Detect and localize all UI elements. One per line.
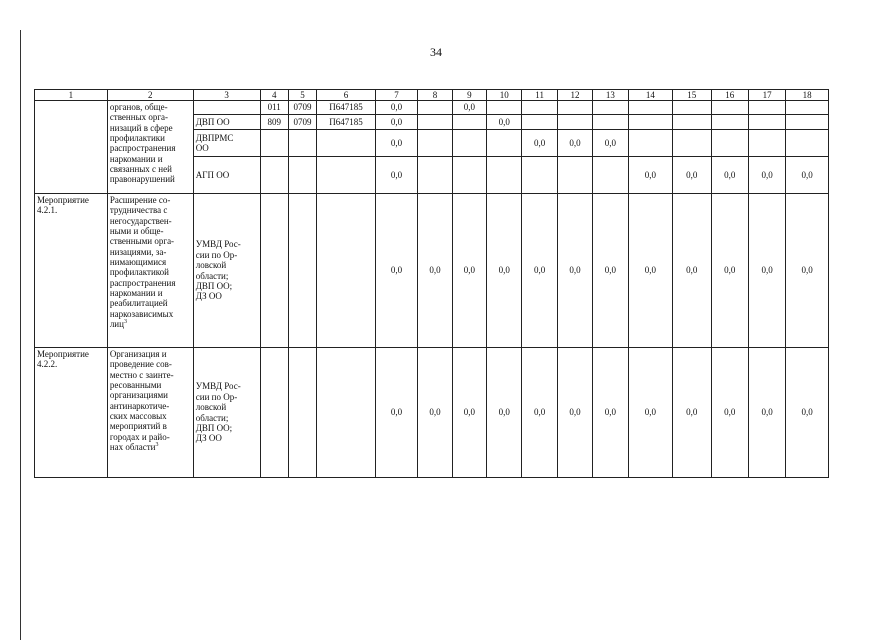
cell-value-col15-text: 0,0 bbox=[686, 407, 698, 418]
header-cell-18-text: 18 bbox=[802, 90, 812, 100]
cell-measure-number bbox=[35, 348, 108, 478]
cell-code-grbs bbox=[260, 101, 288, 115]
cell-code-grbs bbox=[260, 130, 288, 157]
cell-value-col18-text: 0,0 bbox=[801, 169, 813, 180]
cell-executor-text: ДВПРМС ОО bbox=[195, 132, 234, 153]
cell-measure-executor-text: УМВД Рос- сии по Ор- ловской области; ДВП ОО; ДЗ ОО bbox=[195, 239, 241, 302]
cell-value-col12 bbox=[557, 348, 592, 478]
cell-value-col13-text: 0,0 bbox=[604, 265, 617, 276]
cell-code-grbs-text: 809 bbox=[267, 116, 281, 127]
cell-code-csr bbox=[317, 157, 376, 194]
footnote-mark: 3 bbox=[123, 319, 127, 326]
header-cell-14 bbox=[628, 90, 673, 101]
cell-value-col7-text: 0,0 bbox=[390, 116, 403, 127]
cell-executor-text: ДВП ОО bbox=[195, 116, 230, 127]
header-cell-1-text: 1 bbox=[68, 90, 74, 100]
cell-measure-executor bbox=[193, 348, 260, 478]
cell-executor bbox=[193, 115, 260, 130]
cell-value-col16-text: 0,0 bbox=[724, 265, 736, 276]
header-cell-13-text: 13 bbox=[605, 90, 615, 100]
header-cell-8 bbox=[418, 90, 452, 101]
cell-measure-description-text: Расширение со- трудничества с негосударствен- ными и обще- ственными орга- низациями, за- нимающимися профилактикой распространения наркомании и реабилитацией наркозависимых лиц$^3$ bbox=[109, 195, 176, 330]
cell-value-col9-text: 0,0 bbox=[463, 102, 475, 113]
cell-code-rzpr bbox=[288, 194, 316, 348]
cell-value-col18 bbox=[786, 157, 829, 194]
cell-value-col18-text: 0,0 bbox=[801, 407, 813, 418]
cell-value-col16 bbox=[711, 130, 748, 157]
cell-value-col15 bbox=[673, 101, 711, 115]
cell-value-col15 bbox=[673, 157, 711, 194]
cell-value-col9-text: 0,0 bbox=[463, 407, 475, 418]
cell-value-col18 bbox=[786, 101, 829, 115]
cell-value-col17 bbox=[748, 194, 785, 348]
cell-value-col12 bbox=[557, 194, 592, 348]
cell-value-col17 bbox=[748, 157, 785, 194]
cell-value-col10 bbox=[487, 101, 522, 115]
cell-value-col17-text: 0,0 bbox=[761, 169, 773, 180]
cell-value-col16 bbox=[711, 157, 748, 194]
header-cell-3-text: 3 bbox=[224, 90, 229, 100]
cell-executor-text: АГП ОО bbox=[195, 169, 230, 180]
cell-value-col11-text: 0,0 bbox=[533, 137, 546, 148]
header-cell-15-text: 15 bbox=[687, 90, 697, 100]
binding-margin-line bbox=[20, 30, 21, 640]
cell-code-csr-text: П647185 bbox=[329, 102, 363, 113]
cell-value-col17-text: 0,0 bbox=[761, 407, 773, 418]
cell-value-col8 bbox=[418, 101, 452, 115]
cell-value-col13 bbox=[593, 101, 628, 115]
cell-code-csr bbox=[317, 130, 376, 157]
cell-value-col15 bbox=[673, 115, 711, 130]
cell-value-col18 bbox=[786, 130, 829, 157]
header-cell-11 bbox=[522, 90, 557, 101]
cell-value-col7-text: 0,0 bbox=[390, 407, 403, 418]
cell-code-csr-text: П647185 bbox=[329, 116, 363, 127]
cell-value-col9 bbox=[452, 348, 486, 478]
cell-value-col14 bbox=[628, 101, 673, 115]
cell-value-col14 bbox=[628, 115, 673, 130]
cell-value-col15 bbox=[673, 130, 711, 157]
cell-value-col14 bbox=[628, 348, 673, 478]
cell-value-col9 bbox=[452, 130, 486, 157]
header-cell-9-text: 9 bbox=[467, 90, 472, 100]
cell-code-csr bbox=[317, 115, 376, 130]
header-cell-2 bbox=[107, 90, 193, 101]
header-cell-13 bbox=[593, 90, 628, 101]
header-cell-3 bbox=[193, 90, 260, 101]
header-cell-2-text: 2 bbox=[148, 90, 153, 100]
cell-value-col16 bbox=[711, 348, 748, 478]
cell-value-col9 bbox=[452, 194, 486, 348]
cell-value-col12 bbox=[557, 157, 592, 194]
cell-code-csr bbox=[317, 101, 376, 115]
cell-code-grbs bbox=[260, 157, 288, 194]
cell-value-col18 bbox=[786, 194, 829, 348]
cell-value-col15 bbox=[673, 194, 711, 348]
table-body bbox=[35, 90, 829, 478]
cell-value-col10-text: 0,0 bbox=[498, 265, 510, 276]
header-cell-4 bbox=[260, 90, 288, 101]
cell-value-col7-text: 0,0 bbox=[390, 169, 403, 180]
budget-table bbox=[34, 89, 829, 478]
cell-activity-description-text: органов, обще- ственных орга- низаций в сфере профилактики распространения наркомании и связанных с ней правонарушений bbox=[109, 102, 176, 185]
cell-measure-description bbox=[107, 348, 193, 478]
cell-value-col12 bbox=[557, 115, 592, 130]
cell-value-col17 bbox=[748, 101, 785, 115]
header-cell-17-text: 17 bbox=[762, 90, 772, 100]
page-number: 34 bbox=[430, 45, 442, 59]
cell-value-col7 bbox=[375, 194, 417, 348]
cell-value-col14-text: 0,0 bbox=[644, 265, 656, 276]
cell-value-col16 bbox=[711, 194, 748, 348]
cell-value-col9 bbox=[452, 115, 486, 130]
cell-value-col8 bbox=[418, 130, 452, 157]
cell-measure-number-text: Мероприятие 4.2.1. bbox=[37, 195, 89, 216]
cell-value-col7 bbox=[375, 157, 417, 194]
cell-value-col7-text: 0,0 bbox=[390, 265, 403, 276]
cell-value-col10 bbox=[487, 348, 522, 478]
cell-value-col11 bbox=[522, 130, 557, 157]
cell-measure-number bbox=[35, 194, 108, 348]
cell-value-col15 bbox=[673, 348, 711, 478]
cell-value-col17 bbox=[748, 130, 785, 157]
cell-value-col11 bbox=[522, 101, 557, 115]
cell-value-col16 bbox=[711, 101, 748, 115]
cell-value-col12-text: 0,0 bbox=[569, 137, 581, 148]
cell-measure-executor bbox=[193, 194, 260, 348]
cell-value-col12 bbox=[557, 101, 592, 115]
cell-value-col17-text: 0,0 bbox=[761, 265, 773, 276]
cell-value-col9-text: 0,0 bbox=[463, 265, 475, 276]
cell-value-col10 bbox=[487, 194, 522, 348]
cell-value-col16 bbox=[711, 115, 748, 130]
header-cell-16 bbox=[711, 90, 748, 101]
cell-value-col15-text: 0,0 bbox=[686, 169, 698, 180]
cell-value-col13-text: 0,0 bbox=[604, 407, 617, 418]
cell-code-grbs bbox=[260, 194, 288, 348]
cell-value-col10-text: 0,0 bbox=[498, 116, 510, 127]
cell-value-col14 bbox=[628, 157, 673, 194]
cell-value-col8-text: 0,0 bbox=[429, 265, 441, 276]
cell-value-col9 bbox=[452, 157, 486, 194]
header-cell-11-text: 11 bbox=[535, 90, 544, 100]
cell-code-grbs-text: 011 bbox=[267, 102, 281, 113]
cell-value-col13 bbox=[593, 115, 628, 130]
cell-activity-description bbox=[107, 101, 193, 194]
cell-value-col8 bbox=[418, 194, 452, 348]
cell-code-rzpr bbox=[288, 115, 316, 130]
header-cell-4-text: 4 bbox=[271, 90, 277, 100]
cell-value-col16-text: 0,0 bbox=[724, 169, 736, 180]
cell-value-col15-text: 0,0 bbox=[686, 265, 698, 276]
cell-code-rzpr-text: 0709 bbox=[293, 102, 312, 113]
cell-measure-number-text: Мероприятие 4.2.2. bbox=[37, 349, 89, 370]
header-cell-16-text: 16 bbox=[725, 90, 735, 100]
cell-value-col14 bbox=[628, 194, 673, 348]
table-row bbox=[35, 101, 829, 115]
cell-value-col14-text: 0,0 bbox=[644, 169, 656, 180]
cell-value-col7 bbox=[375, 348, 417, 478]
header-row bbox=[35, 90, 829, 101]
cell-value-col12 bbox=[557, 130, 592, 157]
cell-value-col8-text: 0,0 bbox=[429, 407, 441, 418]
cell-measure-description-text: Организация и проведение сов- местно с заинте- ресованными организациями антинаркотиче- ских массовых мероприятий в городах и райо- нах области$^3$ bbox=[109, 349, 174, 453]
header-cell-5-text: 5 bbox=[300, 90, 305, 100]
cell-value-col7 bbox=[375, 130, 417, 157]
cell-code-rzpr-text: 0709 bbox=[293, 116, 312, 127]
cell-code-csr bbox=[317, 348, 376, 478]
cell-code-csr bbox=[317, 194, 376, 348]
cell-value-col11 bbox=[522, 348, 557, 478]
cell-code-rzpr bbox=[288, 130, 316, 157]
cell-value-col10-text: 0,0 bbox=[498, 407, 510, 418]
cell-value-col7 bbox=[375, 115, 417, 130]
cell-value-col13 bbox=[593, 348, 628, 478]
cell-value-col11 bbox=[522, 157, 557, 194]
cell-value-col12-text: 0,0 bbox=[569, 265, 581, 276]
cell-value-col18-text: 0,0 bbox=[801, 265, 813, 276]
cell-value-col18 bbox=[786, 115, 829, 130]
header-cell-1 bbox=[35, 90, 108, 101]
header-cell-18 bbox=[786, 90, 829, 101]
cell-value-col8 bbox=[418, 115, 452, 130]
cell-value-col10 bbox=[487, 130, 522, 157]
header-cell-15 bbox=[673, 90, 711, 101]
cell-value-col14 bbox=[628, 130, 673, 157]
cell-code-rzpr bbox=[288, 101, 316, 115]
cell-value-col17 bbox=[748, 348, 785, 478]
cell-value-col7-text: 0,0 bbox=[390, 137, 403, 148]
cell-value-col9 bbox=[452, 101, 486, 115]
cell-value-col11 bbox=[522, 194, 557, 348]
cell-value-col13 bbox=[593, 130, 628, 157]
cell-value-col11-text: 0,0 bbox=[533, 265, 546, 276]
header-cell-7 bbox=[375, 90, 417, 101]
header-cell-12 bbox=[557, 90, 592, 101]
cell-value-col7 bbox=[375, 101, 417, 115]
header-cell-5 bbox=[288, 90, 316, 101]
cell-executor bbox=[193, 157, 260, 194]
cell-value-col7-text: 0,0 bbox=[390, 102, 403, 113]
cell-code-grbs bbox=[260, 348, 288, 478]
cell-value-col13 bbox=[593, 194, 628, 348]
header-cell-10 bbox=[487, 90, 522, 101]
cell-value-col12-text: 0,0 bbox=[569, 407, 581, 418]
cell-value-col10 bbox=[487, 157, 522, 194]
cell-value-col17 bbox=[748, 115, 785, 130]
cell-col1-empty bbox=[35, 101, 108, 194]
cell-value-col10 bbox=[487, 115, 522, 130]
cell-value-col14-text: 0,0 bbox=[644, 407, 656, 418]
header-cell-12-text: 12 bbox=[570, 90, 580, 100]
cell-measure-executor-text: УМВД Рос- сии по Ор- ловской области; ДВП ОО; ДЗ ОО bbox=[195, 381, 241, 444]
measure-row bbox=[35, 348, 829, 478]
cell-value-col8 bbox=[418, 348, 452, 478]
cell-executor bbox=[193, 130, 260, 157]
cell-value-col13-text: 0,0 bbox=[604, 137, 617, 148]
cell-code-rzpr bbox=[288, 157, 316, 194]
header-cell-9 bbox=[452, 90, 486, 101]
cell-executor bbox=[193, 101, 260, 115]
cell-value-col8 bbox=[418, 157, 452, 194]
header-cell-14-text: 14 bbox=[645, 90, 655, 100]
cell-code-grbs bbox=[260, 115, 288, 130]
cell-measure-description bbox=[107, 194, 193, 348]
header-cell-7-text: 7 bbox=[394, 90, 399, 100]
measure-row bbox=[35, 194, 829, 348]
cell-value-col18 bbox=[786, 348, 829, 478]
header-cell-6-text: 6 bbox=[343, 90, 349, 100]
cell-value-col16-text: 0,0 bbox=[724, 407, 736, 418]
header-cell-6 bbox=[317, 90, 376, 101]
cell-code-rzpr bbox=[288, 348, 316, 478]
footnote-mark: 3 bbox=[155, 442, 159, 449]
header-cell-17 bbox=[748, 90, 785, 101]
cell-value-col11-text: 0,0 bbox=[533, 407, 546, 418]
header-cell-8-text: 8 bbox=[432, 90, 438, 100]
cell-value-col13 bbox=[593, 157, 628, 194]
header-cell-10-text: 10 bbox=[499, 90, 509, 100]
cell-value-col11 bbox=[522, 115, 557, 130]
